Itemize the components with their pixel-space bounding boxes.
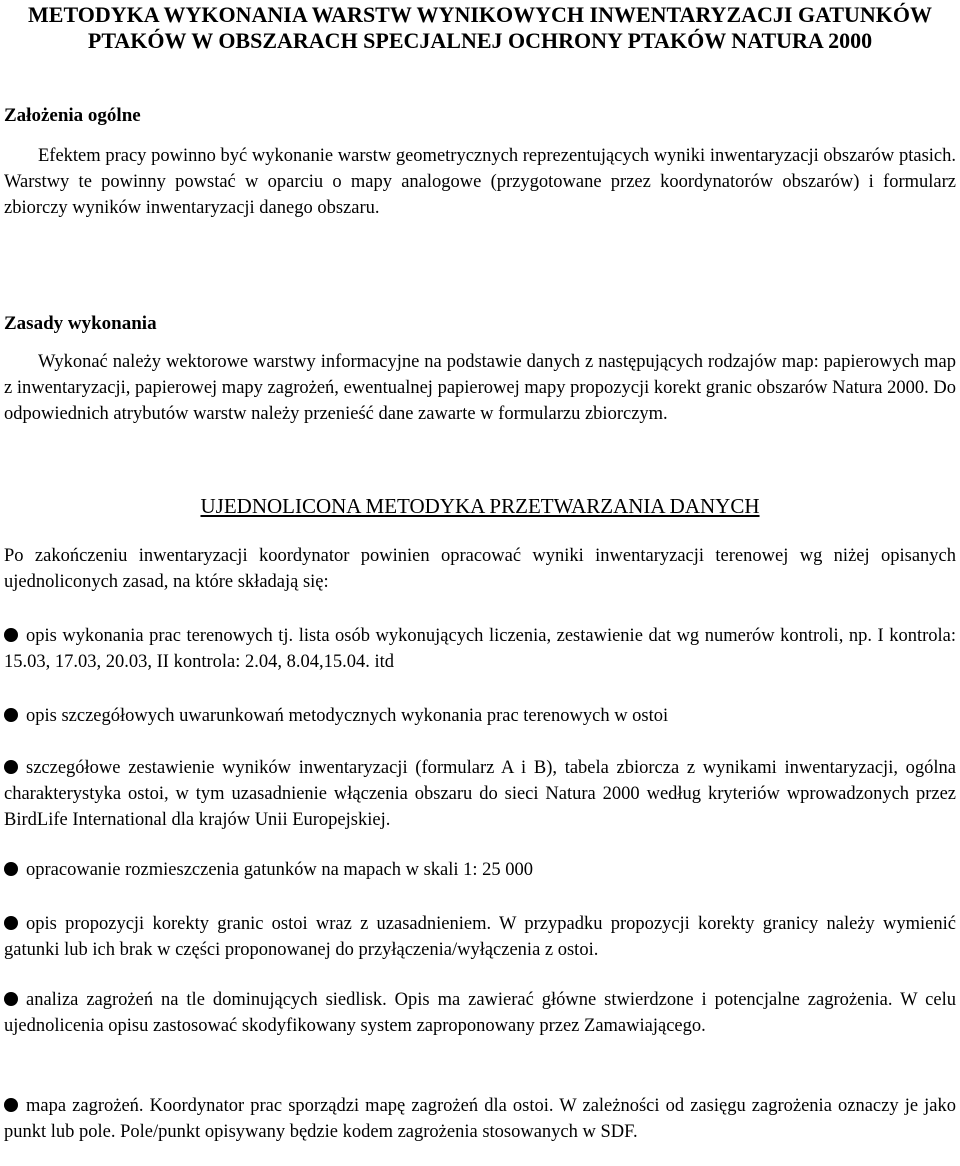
bullet-item <box>4 987 956 1039</box>
bullet-item <box>4 755 956 833</box>
bullet-icon <box>4 628 18 642</box>
section-heading-unified-methodology: UJEDNOLICONA METODYKA PRZETWARZANIA DANYCH <box>200 494 760 518</box>
general-assumptions-paragraph: Efektem pracy powinno być wykonanie warstw geometrycznych reprezentujących wyniki inwentaryzacji obszarów ptasich. Warstwy te powinny powstać w oparciu o mapy analogowe (przygotowane przez koordynatorów obszarów) i formularz zbiorczy wyników inwentaryzacji danego obszaru. <box>4 146 956 218</box>
bullet-item <box>4 1093 956 1145</box>
unified-methodology-intro: Po zakończeniu inwentaryzacji koordynator powinien opracować wyniki inwentaryzacji terenowej wg niżej opisanych ujednoliconych zasad, na które składają się: <box>4 546 956 592</box>
bullet-item <box>4 857 956 883</box>
bullet-text: analiza zagrożeń na tle dominujących siedlisk. Opis ma zawierać główne stwierdzone i potencjalne zagrożenia. W celu ujednolicenia opisu zastosować skodyfikowany system zaproponowany przez Zamawiającego. <box>4 990 956 1036</box>
bullet-text: opis propozycji korekty granic ostoi wraz z uzasadnieniem. W przypadku propozycji korekty granicy należy wymienić gatunki lub ich brak w części proponowanej do przyłączenia/wyłączenia z ostoi. <box>4 914 956 960</box>
title-line-1: METODYKA WYKONANIA WARSTW WYNIKOWYCH INWENTARYZACJI GATUNKÓW <box>28 2 932 27</box>
section-heading-execution-rules: Zasady wykonania <box>4 313 157 334</box>
bullet-icon <box>4 1098 18 1112</box>
bullet-icon <box>4 708 18 722</box>
bullet-icon <box>4 760 18 774</box>
execution-rules-paragraph: Wykonać należy wektorowe warstwy informacyjne na podstawie danych z następujących rodzajów map: papierowych map z inwentaryzacji, papierowej mapy zagrożeń, ewentualnej papierowej mapy propozycji korekt granic obszarów Natura 2000. Do odpowiednich atrybutów warstw należy przenieść dane zawarte w formularzu zbiorczym. <box>4 352 956 424</box>
bullet-item <box>4 623 956 675</box>
bullet-icon <box>4 992 18 1006</box>
bullet-text: mapa zagrożeń. Koordynator prac sporządzi mapę zagrożeń dla ostoi. W zależności od zasięgu zagrożenia oznaczy je jako punkt lub pole. Pole/punkt opisywany będzie kodem zagrożenia stosowanych w SDF. <box>4 1096 956 1142</box>
document-title <box>4 2 956 54</box>
bullet-icon <box>4 916 18 930</box>
bullet-text: opracowanie rozmieszczenia gatunków na mapach w skali 1: 25 000 <box>26 860 534 880</box>
bullet-text: opis wykonania prac terenowych tj. lista osób wykonujących liczenia, zestawienie dat wg numerów kontroli, np. I kontrola: 15.03, 17.03, 20.03, II kontrola: 2.04, 8.04,15.04. itd <box>4 626 956 672</box>
title-line-2: PTAKÓW W OBSZARACH SPECJALNEJ OCHRONY PTAKÓW NATURA 2000 <box>87 28 873 53</box>
bullet-text: szczegółowe zestawienie wyników inwentaryzacji (formularz A i B), tabela zbiorcza z wynikami inwentaryzacji, ogólna charakterystyka ostoi, w tym uzasadnienie włączenia obszaru do sieci Natura 2000 według kryteriów wprowadzonych przez BirdLife International dla krajów Unii Europejskiej. <box>4 758 956 830</box>
bullet-text: opis szczegółowych uwarunkowań metodycznych wykonania prac terenowych w ostoi <box>26 706 669 726</box>
bullet-icon <box>4 862 18 876</box>
bullet-item <box>4 911 956 963</box>
section-heading-general-assumptions: Założenia ogólne <box>4 105 141 126</box>
bullet-item <box>4 703 956 729</box>
